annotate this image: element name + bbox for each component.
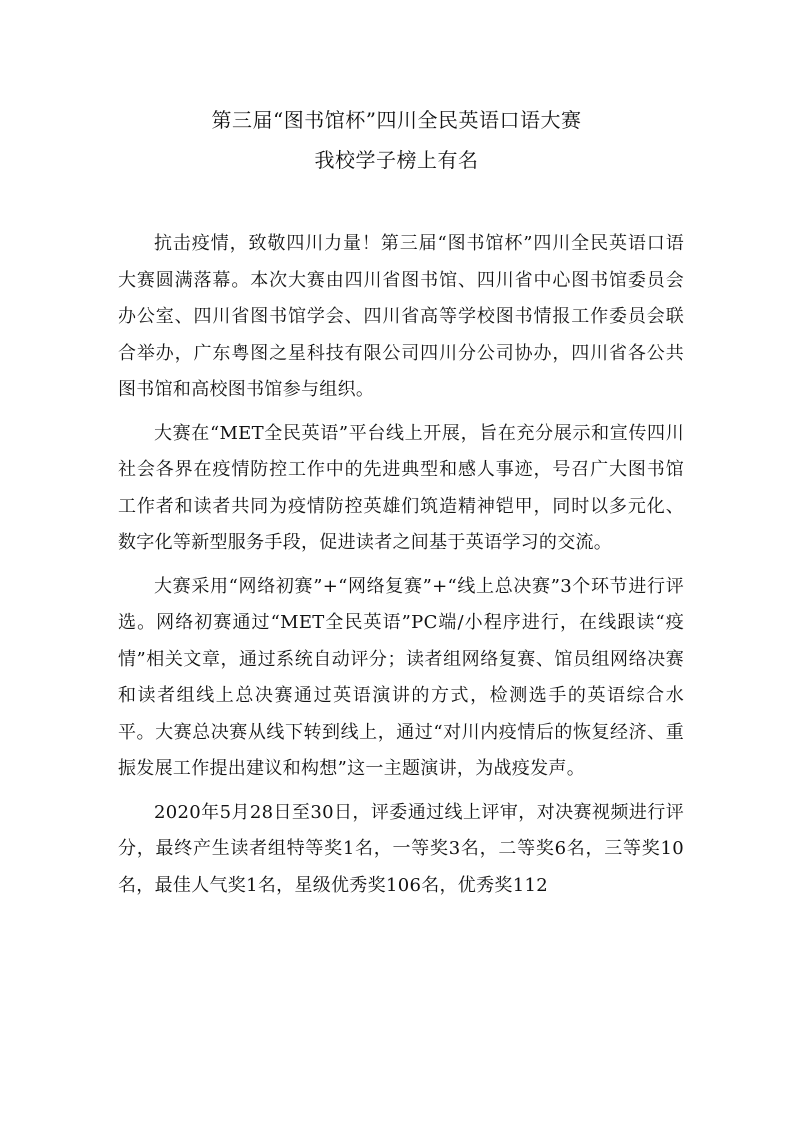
article-body	[118, 226, 684, 911]
paragraph-platform: 大赛在“MET全民英语”平台线上开展，旨在充分展示和宣传四川社会各界在疫情防控工作中的先进典型和感人事迹，号召广大图书馆工作者和读者共同为疫情防控英雄们筑造精神铠甲，同时以多元化、数字化等新型服务手段，促进读者之间基于英语学习的交流。	[118, 422, 684, 553]
paragraph-intro: 抗击疫情，致敬四川力量！第三届“图书馆杯”四川全民英语口语大赛圆满落幕。本次大赛由四川省图书馆、四川省中心图书馆委员会办公室、四川省图书馆学会、四川省高等学校图书情报工作委员会联合举办，广东粤图之星科技有限公司四川分公司协办，四川省各公共图书馆和高校图书馆参与组织。	[118, 233, 684, 400]
page-subtitle: 我校学子榜上有名	[314, 148, 479, 172]
paragraph-format: 大赛采用“网络初赛”+“网络复赛”+“线上总决赛”3个环节进行评选。网络初赛通过“MET全民英语”PC端/小程序进行，在线跟读“疫情”相关文章，通过系统自动评分；读者组网络复赛、馆员组网络决赛和读者组线上总决赛通过英语演讲的方式，检测选手的英语综合水平。大赛总决赛从线下转到线上，通过“对川内疫情后的恢复经济、重振发展工作提出建议和构想”这一主题演讲，为战疫发声。	[118, 575, 684, 779]
title-block	[0, 100, 793, 180]
paragraph-results: 2020年5月28日至30日，评委通过线上评审，对决赛视频进行评分，最终产生读者组特等奖1名，一等奖3名，二等奖6名，三等奖10名，最佳人气奖1名，星级优秀奖106名，优秀奖112	[118, 801, 684, 896]
page-title: 第三届“图书馆杯”四川全民英语口语大赛	[211, 108, 582, 132]
